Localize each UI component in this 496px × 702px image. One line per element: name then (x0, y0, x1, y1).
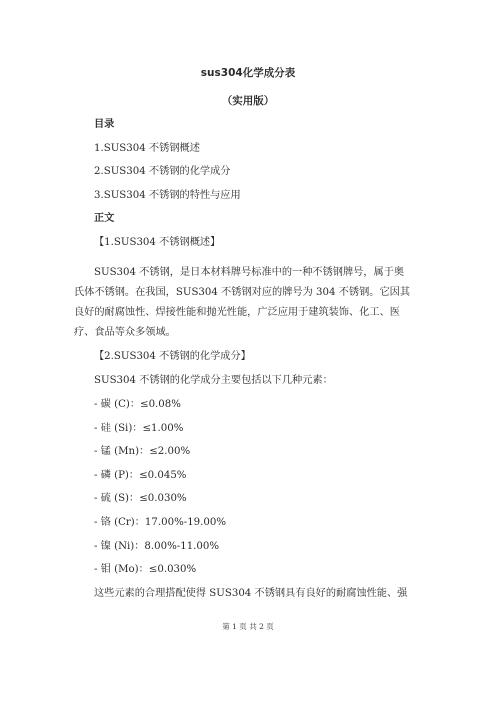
closing-line: 这些元素的合理搭配使得 SUS304 不锈钢具有良好的耐腐蚀性能、强 (94, 588, 408, 599)
element-sulfur: - 硫 (S)：≤0.030% (94, 493, 187, 504)
element-phosphorus: - 磷 (P)：≤0.045% (94, 470, 187, 481)
toc-item-2: 2.SUS304 不锈钢的化学成分 (94, 166, 231, 177)
section2-intro: SUS304 不锈钢的化学成分主要包括以下几种元素： (94, 375, 333, 386)
page-footer: 第 1 页 共 2 页 (222, 622, 274, 631)
document-subtitle: （实用版） (221, 95, 275, 107)
section1-line-1: SUS304 不锈钢，是日本材料牌号标准中的一种不锈钢牌号，属于奥 (94, 267, 405, 278)
section2-heading: 【2.SUS304 不锈钢的化学成分】 (94, 351, 251, 362)
element-silicon: - 硅 (Si)：≤1.00% (94, 423, 184, 434)
body-heading: 正文 (94, 213, 115, 224)
element-carbon: - 碳 (C)：≤0.08% (94, 399, 181, 410)
element-manganese: - 锰 (Mn)：≤2.00% (94, 446, 191, 457)
section1-line-2: 氏体不锈钢。在我国，SUS304 不锈钢对应的牌号为 304 不锈钢。它因其 (74, 287, 411, 298)
section1-line-3: 良好的耐腐蚀性、焊接性能和抛光性能，广泛应用于建筑装饰、化工、医 (74, 307, 400, 318)
document-title: sus304化学成分表 (200, 67, 296, 79)
element-nickel: - 镍 (Ni)：8.00%-11.00% (94, 541, 220, 552)
toc-item-1: 1.SUS304 不锈钢概述 (94, 143, 200, 154)
element-molybdenum: - 钼 (Mo)：≤0.030% (94, 564, 197, 575)
toc-heading: 目录 (94, 119, 115, 130)
section1-line-4: 疗、食品等众多领域。 (74, 327, 176, 338)
element-chromium: - 铬 (Cr)：17.00%-19.00% (94, 517, 227, 528)
toc-item-3: 3.SUS304 不锈钢的特性与应用 (94, 190, 241, 201)
section1-heading: 【1.SUS304 不锈钢概述】 (94, 237, 221, 248)
